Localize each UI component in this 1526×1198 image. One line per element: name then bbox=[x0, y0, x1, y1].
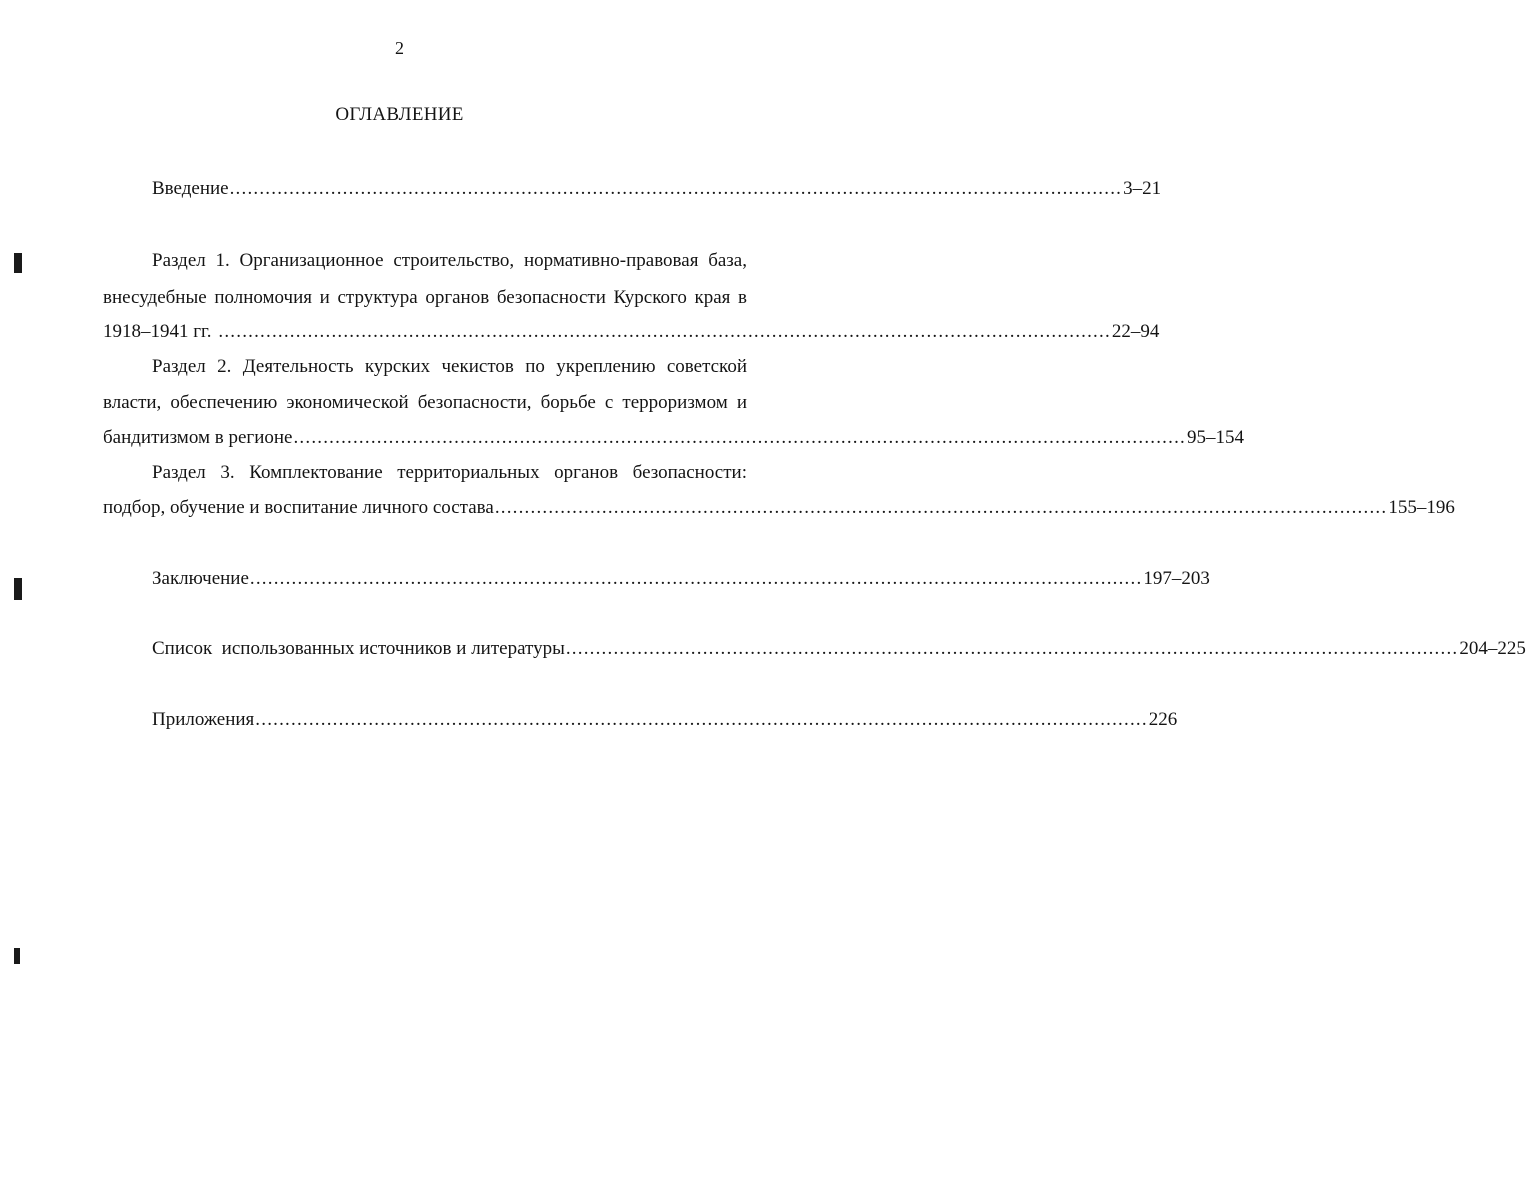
dot-leader: ...................................................................................................................................................... bbox=[212, 321, 1111, 342]
dot-leader: ...................................................................................................................................................... bbox=[249, 568, 1143, 589]
dot-leader: ...................................................................................................................................................... bbox=[229, 178, 1123, 199]
toc-entry-section1-line3 bbox=[103, 321, 1160, 343]
toc-entry-pages: 3–21 bbox=[1123, 178, 1162, 199]
toc-entry-label: 1918–1941 гг. bbox=[103, 321, 212, 342]
toc-entry-sources bbox=[152, 638, 1526, 660]
toc-entry-pages: 204–225 bbox=[1459, 638, 1526, 659]
toc-entry-label: Приложения bbox=[152, 709, 255, 730]
toc-entry-section2-line3 bbox=[103, 427, 1244, 449]
toc-entry-pages: 95–154 bbox=[1186, 427, 1244, 448]
scan-artifact-mark bbox=[14, 948, 20, 964]
page-number: 2 bbox=[395, 38, 404, 58]
toc-entry-intro bbox=[152, 178, 1162, 200]
toc-entry-label: бандитизмом в регионе bbox=[103, 427, 293, 448]
dot-leader: ...................................................................................................................................................... bbox=[293, 427, 1186, 448]
toc-entry-pages: 197–203 bbox=[1143, 568, 1210, 589]
toc-entry-pages: 155–196 bbox=[1388, 497, 1455, 518]
scan-artifact-mark bbox=[14, 253, 22, 273]
toc-entry-section3-line2 bbox=[103, 497, 1455, 519]
dot-leader: ...................................................................................................................................................... bbox=[255, 709, 1148, 730]
toc-entry-section1-line1: Раздел 1. Организационное строительство, нормативно-правовая база, bbox=[152, 250, 747, 271]
toc-entry-section3-line1: Раздел 3. Комплектование территориальных органов безопасности: bbox=[152, 462, 747, 483]
toc-entry-section1-line2: внесудебные полномочия и структура органов безопасности Курского края в bbox=[103, 287, 747, 308]
page-title: ОГЛАВЛЕНИЕ bbox=[335, 104, 464, 125]
toc-entry-pages: 22–94 bbox=[1111, 321, 1160, 342]
toc-entry-pages: 226 bbox=[1148, 709, 1178, 730]
dot-leader: ...................................................................................................................................................... bbox=[565, 638, 1459, 659]
toc-entry-label: Введение bbox=[152, 178, 229, 199]
scan-artifact-mark bbox=[14, 578, 22, 600]
dot-leader: ...................................................................................................................................................... bbox=[494, 497, 1388, 518]
toc-entry-label: Заключение bbox=[152, 568, 249, 589]
toc-entry-label: Список использованных источников и литературы bbox=[152, 638, 565, 659]
toc-entry-section2-line2: власти, обеспечению экономической безопасности, борьбе с терроризмом и bbox=[103, 392, 747, 413]
toc-entry-section2-line1: Раздел 2. Деятельность курских чекистов по укреплению советской bbox=[152, 356, 747, 377]
toc-entry-label: подбор, обучение и воспитание личного состава bbox=[103, 497, 494, 518]
toc-entry-appendix bbox=[152, 709, 1178, 731]
toc-entry-conclusion bbox=[152, 568, 1210, 590]
